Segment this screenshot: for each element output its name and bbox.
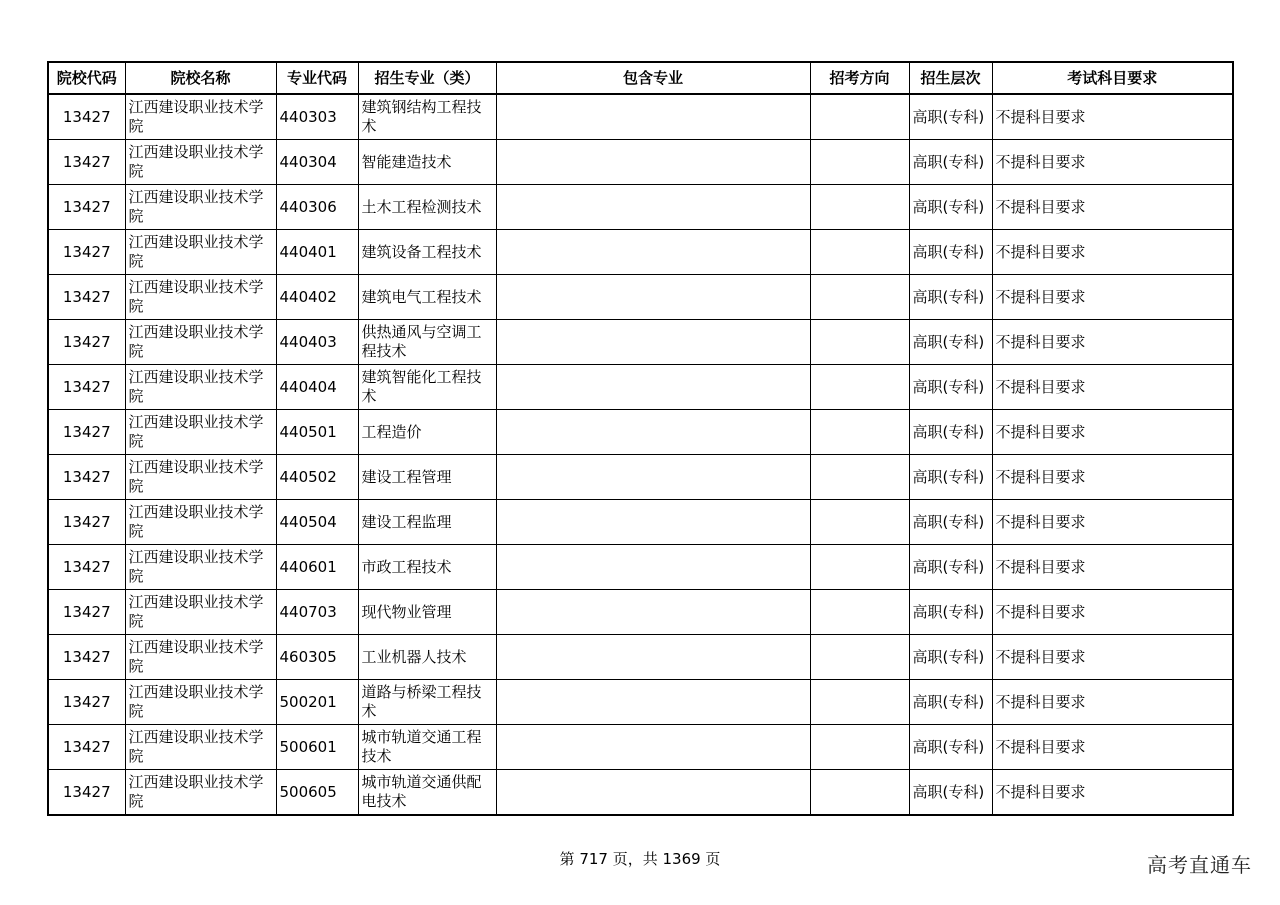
cell-major-code: 440501: [276, 410, 358, 455]
cell-school-name: 江西建设职业技术学院: [125, 185, 276, 230]
cell-included-majors: [496, 275, 810, 320]
cell-direction: [810, 635, 909, 680]
cell-major-name: 智能建造技术: [358, 140, 496, 185]
cell-subject-requirement: 不提科目要求: [992, 230, 1233, 275]
header-major-category: 招生专业（类）: [358, 62, 496, 94]
cell-subject-requirement: 不提科目要求: [992, 455, 1233, 500]
cell-included-majors: [496, 635, 810, 680]
cell-school-name: 江西建设职业技术学院: [125, 140, 276, 185]
cell-level: 高职(专科): [909, 590, 992, 635]
cell-major-code: 460305: [276, 635, 358, 680]
header-subject-requirement: 考试科目要求: [992, 62, 1233, 94]
cell-level: 高职(专科): [909, 140, 992, 185]
cell-level: 高职(专科): [909, 770, 992, 816]
table-row: [48, 725, 1233, 770]
cell-subject-requirement: 不提科目要求: [992, 185, 1233, 230]
cell-major-name: 工业机器人技术: [358, 635, 496, 680]
cell-direction: [810, 590, 909, 635]
cell-level: 高职(专科): [909, 320, 992, 365]
header-major-code: 专业代码: [276, 62, 358, 94]
watermark-logo-text: 高考直通车: [1147, 853, 1252, 877]
table-row: [48, 275, 1233, 320]
cell-subject-requirement: 不提科目要求: [992, 410, 1233, 455]
cell-major-name: 土木工程检测技术: [358, 185, 496, 230]
cell-school-code: 13427: [48, 320, 125, 365]
table-row: [48, 545, 1233, 590]
cell-major-name: 建筑智能化工程技术: [358, 365, 496, 410]
cell-included-majors: [496, 770, 810, 816]
cell-school-code: 13427: [48, 590, 125, 635]
cell-major-code: 440502: [276, 455, 358, 500]
cell-direction: [810, 455, 909, 500]
table-row: [48, 680, 1233, 725]
cell-subject-requirement: 不提科目要求: [992, 590, 1233, 635]
table-body: [48, 94, 1233, 815]
cell-subject-requirement: 不提科目要求: [992, 500, 1233, 545]
cell-included-majors: [496, 94, 810, 140]
cell-school-name: 江西建设职业技术学院: [125, 275, 276, 320]
cell-major-code: 440403: [276, 320, 358, 365]
page-number: 第 717 页，共 1369 页: [559, 850, 721, 868]
cell-included-majors: [496, 545, 810, 590]
cell-major-code: 440402: [276, 275, 358, 320]
cell-major-name: 市政工程技术: [358, 545, 496, 590]
cell-major-name: 建筑电气工程技术: [358, 275, 496, 320]
cell-school-code: 13427: [48, 545, 125, 590]
cell-major-code: 440401: [276, 230, 358, 275]
cell-subject-requirement: 不提科目要求: [992, 140, 1233, 185]
cell-school-code: 13427: [48, 500, 125, 545]
header-school-code: 院校代码: [48, 62, 125, 94]
header-row: [48, 62, 1233, 94]
header-school-name: 院校名称: [125, 62, 276, 94]
header-level: 招生层次: [909, 62, 992, 94]
admissions-table: [47, 61, 1234, 816]
cell-major-code: 440303: [276, 94, 358, 140]
cell-direction: [810, 680, 909, 725]
cell-included-majors: [496, 365, 810, 410]
cell-subject-requirement: 不提科目要求: [992, 365, 1233, 410]
cell-school-code: 13427: [48, 365, 125, 410]
cell-school-name: 江西建设职业技术学院: [125, 455, 276, 500]
cell-major-name: 建设工程管理: [358, 455, 496, 500]
cell-subject-requirement: 不提科目要求: [992, 94, 1233, 140]
cell-direction: [810, 275, 909, 320]
table-row: [48, 185, 1233, 230]
cell-school-name: 江西建设职业技术学院: [125, 770, 276, 816]
header-included-majors: 包含专业: [496, 62, 810, 94]
cell-level: 高职(专科): [909, 185, 992, 230]
cell-school-name: 江西建设职业技术学院: [125, 94, 276, 140]
cell-school-name: 江西建设职业技术学院: [125, 545, 276, 590]
cell-major-name: 供热通风与空调工程技术: [358, 320, 496, 365]
cell-major-code: 440703: [276, 590, 358, 635]
cell-level: 高职(专科): [909, 275, 992, 320]
cell-direction: [810, 140, 909, 185]
table-row: [48, 94, 1233, 140]
cell-level: 高职(专科): [909, 94, 992, 140]
cell-school-name: 江西建设职业技术学院: [125, 410, 276, 455]
cell-level: 高职(专科): [909, 365, 992, 410]
cell-subject-requirement: 不提科目要求: [992, 545, 1233, 590]
cell-school-code: 13427: [48, 770, 125, 816]
cell-school-code: 13427: [48, 230, 125, 275]
cell-school-name: 江西建设职业技术学院: [125, 635, 276, 680]
cell-major-code: 500201: [276, 680, 358, 725]
cell-major-name: 道路与桥梁工程技术: [358, 680, 496, 725]
cell-direction: [810, 500, 909, 545]
cell-direction: [810, 185, 909, 230]
cell-included-majors: [496, 500, 810, 545]
header-direction: 招考方向: [810, 62, 909, 94]
cell-school-code: 13427: [48, 94, 125, 140]
cell-level: 高职(专科): [909, 500, 992, 545]
table-row: [48, 320, 1233, 365]
cell-direction: [810, 410, 909, 455]
cell-level: 高职(专科): [909, 455, 992, 500]
cell-school-code: 13427: [48, 140, 125, 185]
cell-major-name: 城市轨道交通工程技术: [358, 725, 496, 770]
table-row: [48, 410, 1233, 455]
cell-level: 高职(专科): [909, 230, 992, 275]
table-row: [48, 635, 1233, 680]
cell-subject-requirement: 不提科目要求: [992, 275, 1233, 320]
table-row: [48, 140, 1233, 185]
cell-school-code: 13427: [48, 680, 125, 725]
cell-school-code: 13427: [48, 275, 125, 320]
cell-direction: [810, 94, 909, 140]
cell-subject-requirement: 不提科目要求: [992, 635, 1233, 680]
cell-included-majors: [496, 140, 810, 185]
table-header: [48, 62, 1233, 94]
cell-included-majors: [496, 680, 810, 725]
cell-major-name: 现代物业管理: [358, 590, 496, 635]
cell-level: 高职(专科): [909, 680, 992, 725]
cell-subject-requirement: 不提科目要求: [992, 320, 1233, 365]
cell-school-name: 江西建设职业技术学院: [125, 680, 276, 725]
cell-direction: [810, 230, 909, 275]
cell-major-code: 440504: [276, 500, 358, 545]
cell-major-code: 440306: [276, 185, 358, 230]
cell-included-majors: [496, 185, 810, 230]
cell-school-name: 江西建设职业技术学院: [125, 365, 276, 410]
table-row: [48, 590, 1233, 635]
cell-school-name: 江西建设职业技术学院: [125, 320, 276, 365]
cell-school-name: 江西建设职业技术学院: [125, 590, 276, 635]
cell-major-code: 500605: [276, 770, 358, 816]
cell-major-code: 440404: [276, 365, 358, 410]
cell-major-name: 建筑设备工程技术: [358, 230, 496, 275]
cell-school-code: 13427: [48, 725, 125, 770]
table-row: [48, 500, 1233, 545]
cell-level: 高职(专科): [909, 635, 992, 680]
cell-school-code: 13427: [48, 185, 125, 230]
cell-school-code: 13427: [48, 410, 125, 455]
cell-major-code: 440304: [276, 140, 358, 185]
cell-school-name: 江西建设职业技术学院: [125, 725, 276, 770]
cell-subject-requirement: 不提科目要求: [992, 680, 1233, 725]
cell-included-majors: [496, 455, 810, 500]
cell-level: 高职(专科): [909, 545, 992, 590]
cell-major-code: 500601: [276, 725, 358, 770]
cell-school-name: 江西建设职业技术学院: [125, 500, 276, 545]
table-row: [48, 455, 1233, 500]
cell-included-majors: [496, 590, 810, 635]
cell-major-name: 建设工程监理: [358, 500, 496, 545]
table-row: [48, 230, 1233, 275]
cell-major-name: 城市轨道交通供配电技术: [358, 770, 496, 816]
cell-included-majors: [496, 320, 810, 365]
table-row: [48, 770, 1233, 816]
cell-direction: [810, 365, 909, 410]
cell-major-name: 工程造价: [358, 410, 496, 455]
cell-direction: [810, 725, 909, 770]
cell-level: 高职(专科): [909, 410, 992, 455]
cell-school-name: 江西建设职业技术学院: [125, 230, 276, 275]
cell-school-code: 13427: [48, 635, 125, 680]
cell-included-majors: [496, 230, 810, 275]
table-row: [48, 365, 1233, 410]
cell-major-name: 建筑钢结构工程技术: [358, 94, 496, 140]
cell-level: 高职(专科): [909, 725, 992, 770]
cell-major-code: 440601: [276, 545, 358, 590]
cell-included-majors: [496, 725, 810, 770]
cell-subject-requirement: 不提科目要求: [992, 725, 1233, 770]
cell-direction: [810, 545, 909, 590]
cell-direction: [810, 320, 909, 365]
cell-direction: [810, 770, 909, 816]
cell-subject-requirement: 不提科目要求: [992, 770, 1233, 816]
cell-included-majors: [496, 410, 810, 455]
cell-school-code: 13427: [48, 455, 125, 500]
